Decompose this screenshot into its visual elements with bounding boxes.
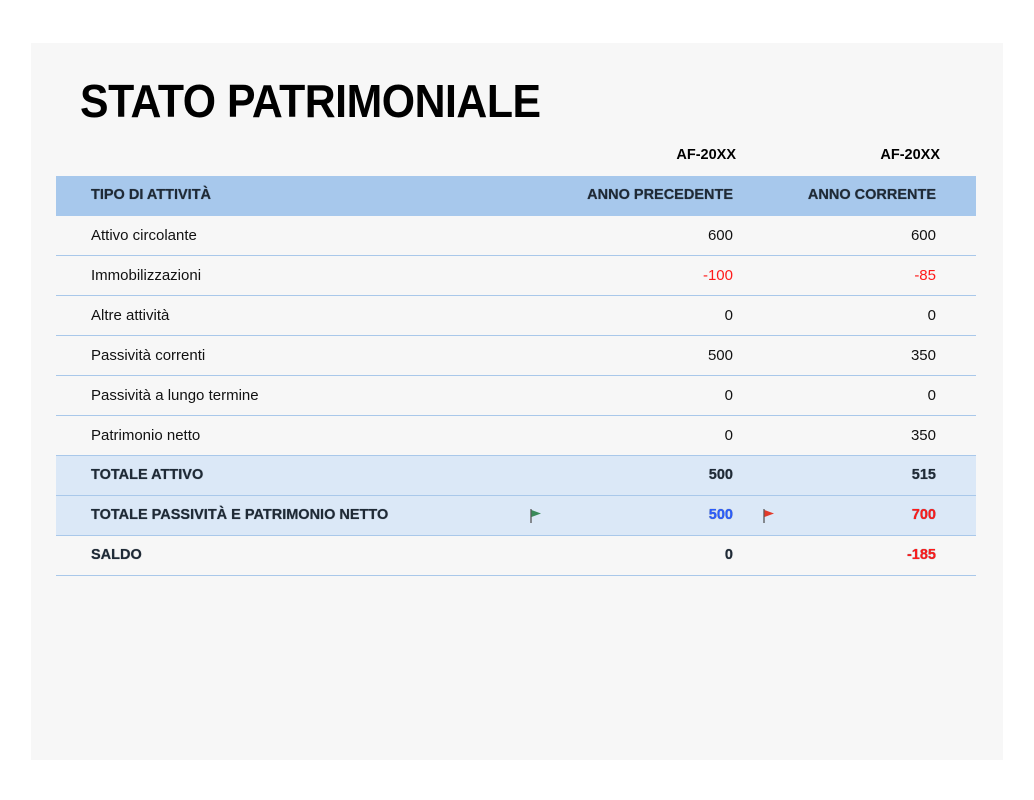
- year-curr-label: AF-20XX: [880, 147, 940, 163]
- balance-curr[interactable]: -185: [906, 547, 936, 563]
- table-row: [56, 336, 976, 376]
- header-curr[interactable]: ANNO CORRENTE: [807, 187, 936, 203]
- row-prev-value[interactable]: -100: [702, 267, 733, 284]
- balance-label[interactable]: SALDO: [91, 547, 142, 563]
- total-assets-curr[interactable]: 515: [911, 467, 936, 483]
- row-prev-value[interactable]: 500: [707, 347, 733, 364]
- header-type[interactable]: TIPO DI ATTIVITÀ: [91, 187, 212, 203]
- green-flag-icon: [529, 508, 543, 524]
- row-label[interactable]: Immobilizzazioni: [91, 267, 202, 284]
- row-curr-value[interactable]: 600: [910, 227, 936, 244]
- row-prev-value[interactable]: 0: [724, 427, 733, 444]
- row-curr-value[interactable]: 0: [927, 387, 936, 404]
- total-assets-label[interactable]: TOTALE ATTIVO: [91, 467, 204, 483]
- year-prev-label: AF-20XX: [676, 147, 736, 163]
- row-prev-value[interactable]: 600: [707, 227, 733, 244]
- total-liabilities-prev[interactable]: 500: [708, 507, 733, 523]
- row-curr-value[interactable]: 350: [910, 347, 936, 364]
- table-row: [56, 376, 976, 416]
- total-assets-prev[interactable]: 500: [708, 467, 733, 483]
- row-curr-value[interactable]: 350: [910, 427, 936, 444]
- red-flag-icon: [762, 508, 776, 524]
- balance-row: [56, 536, 976, 576]
- row-prev-value[interactable]: 0: [724, 387, 733, 404]
- total-liabilities-label[interactable]: TOTALE PASSIVITÀ E PATRIMONIO NETTO: [91, 507, 389, 523]
- balance-prev[interactable]: 0: [724, 547, 733, 563]
- total-assets-row: [56, 456, 976, 496]
- row-curr-value[interactable]: -85: [914, 267, 936, 284]
- table-row: [56, 296, 976, 336]
- table-row: [56, 416, 976, 456]
- row-label[interactable]: Passività correnti: [91, 347, 206, 364]
- row-curr-value[interactable]: 0: [927, 307, 936, 324]
- row-label[interactable]: Attivo circolante: [91, 227, 197, 244]
- row-prev-value[interactable]: 0: [724, 307, 733, 324]
- table-row: [56, 256, 976, 296]
- page-title: STATO PATRIMONIALE: [80, 75, 541, 127]
- year-labels: [56, 144, 976, 168]
- total-liabilities-curr[interactable]: 700: [911, 507, 936, 523]
- row-label[interactable]: Passività a lungo termine: [91, 387, 259, 404]
- header-prev[interactable]: ANNO PRECEDENTE: [587, 187, 733, 203]
- row-label[interactable]: Patrimonio netto: [91, 427, 201, 444]
- table-header: [56, 176, 976, 216]
- table-row: [56, 216, 976, 256]
- balance-table: [56, 176, 976, 576]
- total-liabilities-row: [56, 496, 976, 536]
- row-label[interactable]: Altre attività: [91, 307, 170, 324]
